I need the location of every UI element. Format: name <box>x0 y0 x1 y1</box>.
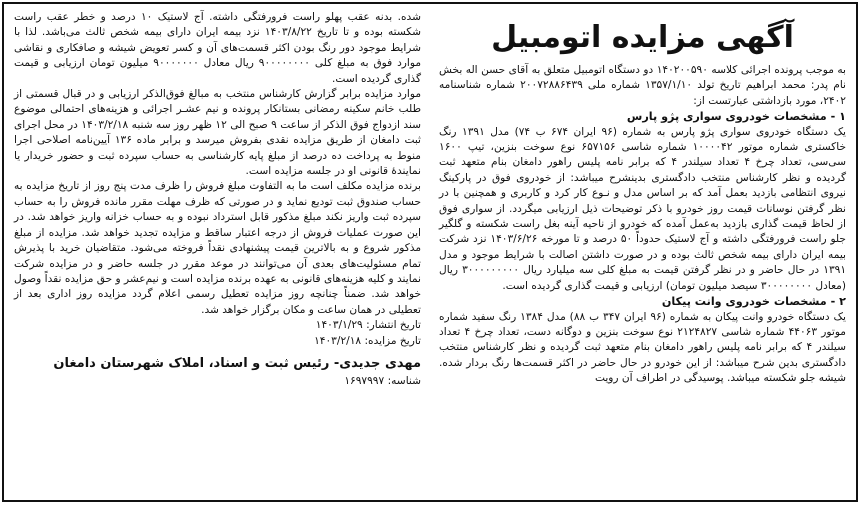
section2-continuation: شده. بدنه عقب پهلو راست فرورفتگی داشته. آج لاستیک ۱۰ درصد و خطر عقب راست شکسته بوده و تا تاریخ ۱۴۰۳/۸/۲۲ نزد بیمه ایران دارای بیمه شخص ثالث می‌باشد. لذا با شرایط موجود دور رنگ بودن اکثر قسمت‌های آن و کسر تعویض شیشه و صافکاری و نقاشی موارد فوق به مبلغ کلی ۹۰۰۰۰۰۰۰۰ ریال معادل ۹۰۰۰۰۰۰۰ میلیون تومان ارزیابی و قیمت گذاری گردیده است. <box>14 11 422 85</box>
section2-heading: ۲ - مشخصات خودروی وانت پیکان <box>661 295 846 309</box>
auction-paragraph: موارد مزایده برابر گزارش کارشناس منتخب به مبالغ فوق‌الذکر ارزیابی و در قبال قسمتی از طلب خانم سکینه رمضانی بستانکار پرونده و نیم عشـر اجرائی و هزینه‌های احتمالی موضوع سند ازدواج فوق الذکر از ساعت ۹ صبح الی ۱۲ ظهر روز سه شنبه ۱۴۰۳/۲/۱۸ در محل اجرای ثبت دامغان از طریق مزایده نقدی بفروش میرسد و برابر ماده ۱۳۶ آیین‌نامه اصلاحی اجرا منوط به پرداخت ده درصد از مبلغ پایه کارشناسی به حساب سپرده ثبت و حضور خریدار یا نمایندهٔ قانونی او در جلسه مزایده است. <box>14 88 422 178</box>
section1-body: یک دستگاه خودروی سواری پژو پارس به شماره (۹۶ ایران ۶۷۴ ب ۷۴) مدل ۱۳۹۱ رنگ خاکستری شماره موتور ۱۰۰۰۰۴۲ شماره شاسی ۶۵۷۱۵۶ نوع سوخت بنزین، تیپ ۱۶۰۰ سی‌سی، تعداد چرخ ۴ تعداد سیلندر ۴ که برابر نامه پلیس راهور دامغان بنام متعهد ثبت گردیده و نظر کارشناس منتخب دادگستری بدینشرح میباشد: از خودروی فوق در پارکینگ نیروی انتظامی بازدید بعمل آمد که بر اساس مدل و نـوع کار کرد و کاربری و همچنین با در نظر گرفتن نوسانات قیمت روز خودرو با ذکر توضیحات ذیل ارزیابی میگردد. از سواری فوق از لحاظ قیمت گذاری بازدید به‌عمل آمده که خودرو از ناحیه آینه بغل راست شکسته و گلگیر جلو راست فرورفتگی داشته و آج لاستیک حدوداً ۵۰ درصد و تا مورخه ۱۴۰۳/۶/۲۶ نزد شرکت بیمه ایران دارای بیمه شخص ثالث بوده و در صورت داشتن اصالت با شرایط موجود و مدل ۱۳۹۱ در حال حاضر و در نظر گرفتن قیمت به مبلغ کلی سه میلیارد ریال ۳۰۰۰۰۰۰۰۰۰ ریال (معادل ۳۰۰۰۰۰۰۰۰ سیصد میلیون تومان) ارزیابی و قیمت گذاری گردیده است. <box>439 125 847 292</box>
publish-date-value: ۱۴۰۳/۱/۲۹ <box>315 319 363 332</box>
auction-date-value: ۱۴۰۳/۲/۱۸ <box>314 334 362 347</box>
signature: مهدی جدیدی- رئیس ثبت و اسناد، املاک شهرستان دامغان <box>53 356 421 372</box>
right-column <box>439 10 846 494</box>
auction-date-label: تاریخ مزایده: <box>364 334 421 347</box>
intro-paragraph: به موجب پرونده اجرائی کلاسه ۱۴۰۲۰۰۵۹۰ دو دستگاه اتومبیل متعلق به آقای حسن اله بخش نام پدر: محمد ابراهیم تاریخ تولد ۱۳۵۷/۱/۱۰ شماره ملی ۲۰۰۷۲۸۸۶۴۳۹ شماره شناسنامه ۲۴۰۲، مورد بازداشتی عبارتست از: <box>439 64 847 107</box>
publish-date-label: تاریخ انتشار: <box>366 319 421 332</box>
conditions-paragraph: برنده مزایده مکلف است ما به التفاوت مبلغ فروش را ظرف مدت پنج روز از تاریخ مزایده به حساب صندوق ثبت تودیع نماید و در صورتی که ظرف مهلت مقرر مانده فروش را به حساب سپرده ثبت واریز نکند مبلغ مذکور قابل استرداد نبوده و به حساب خزانه واریز خواهد شد. در این صورت عملیات فروش از درجه اعتبار ساقط و مزایده تجدید خواهد شد. مزایده از مبلغ مذکور شروع و به بالاترین قیمت پیشنهادی نقداً فروخته می‌شود. متقاضیان خرید با پذیرش تمام مسئولیت‌های بعدی آن می‌توانند در موعد مقرر در جلسه حاضر و در مزایده شرکت نمایند و کلیه هزینه‌های قانونی به عهده برنده مزایده است و نیم‌عشر و حق مزایده نقداً وصول خواهد شد. ضمناً چنانچه روز مزایده تعطیل رسمی اعلام گردد مزایده روز اداری بعد از تعطیلی در همان ساعت و مکان برگزار خواهد شد. <box>14 180 421 316</box>
shenaseh-value: ۱۶۹۷۹۹۷ <box>344 375 385 388</box>
left-column <box>14 10 421 494</box>
ad-frame <box>2 2 858 502</box>
section2-body: یک دستگاه خودرو وانت پیکان به شماره (۹۶ ایران ۳۴۷ ب ۸۸) مدل ۱۳۸۴ رنگ سفید شماره موتور ۴۴۰۶۳ شماره شاسی ۲۱۲۴۸۲۷ نوع سوخت بنزین و دوگانه دست، تعداد چرخ ۴ تعداد سیلندر ۴ که برابر نامه پلیس راهور دامغان بنام متعهد ثبت گردیده و نظر کارشناس منتخب دادگستری بدین شرح میباشد: از این خودرو در حال حاضر در اکثر قسمت‌ها رنگ بردار شده. شیشه جلو شکسته میباشد. پوسیدگی در اطراف آن رویت <box>439 310 847 385</box>
ad-title: آگهی مزایده اتومبیل <box>491 20 794 55</box>
auction-date-line <box>14 334 421 350</box>
shenaseh-label: شناسه: <box>387 375 421 388</box>
publish-date-line <box>14 318 421 334</box>
shenaseh-line <box>14 373 421 389</box>
section1-heading: ۱ - مشخصات خودروی سواری پژو پارس <box>626 110 846 124</box>
columns <box>14 10 846 494</box>
